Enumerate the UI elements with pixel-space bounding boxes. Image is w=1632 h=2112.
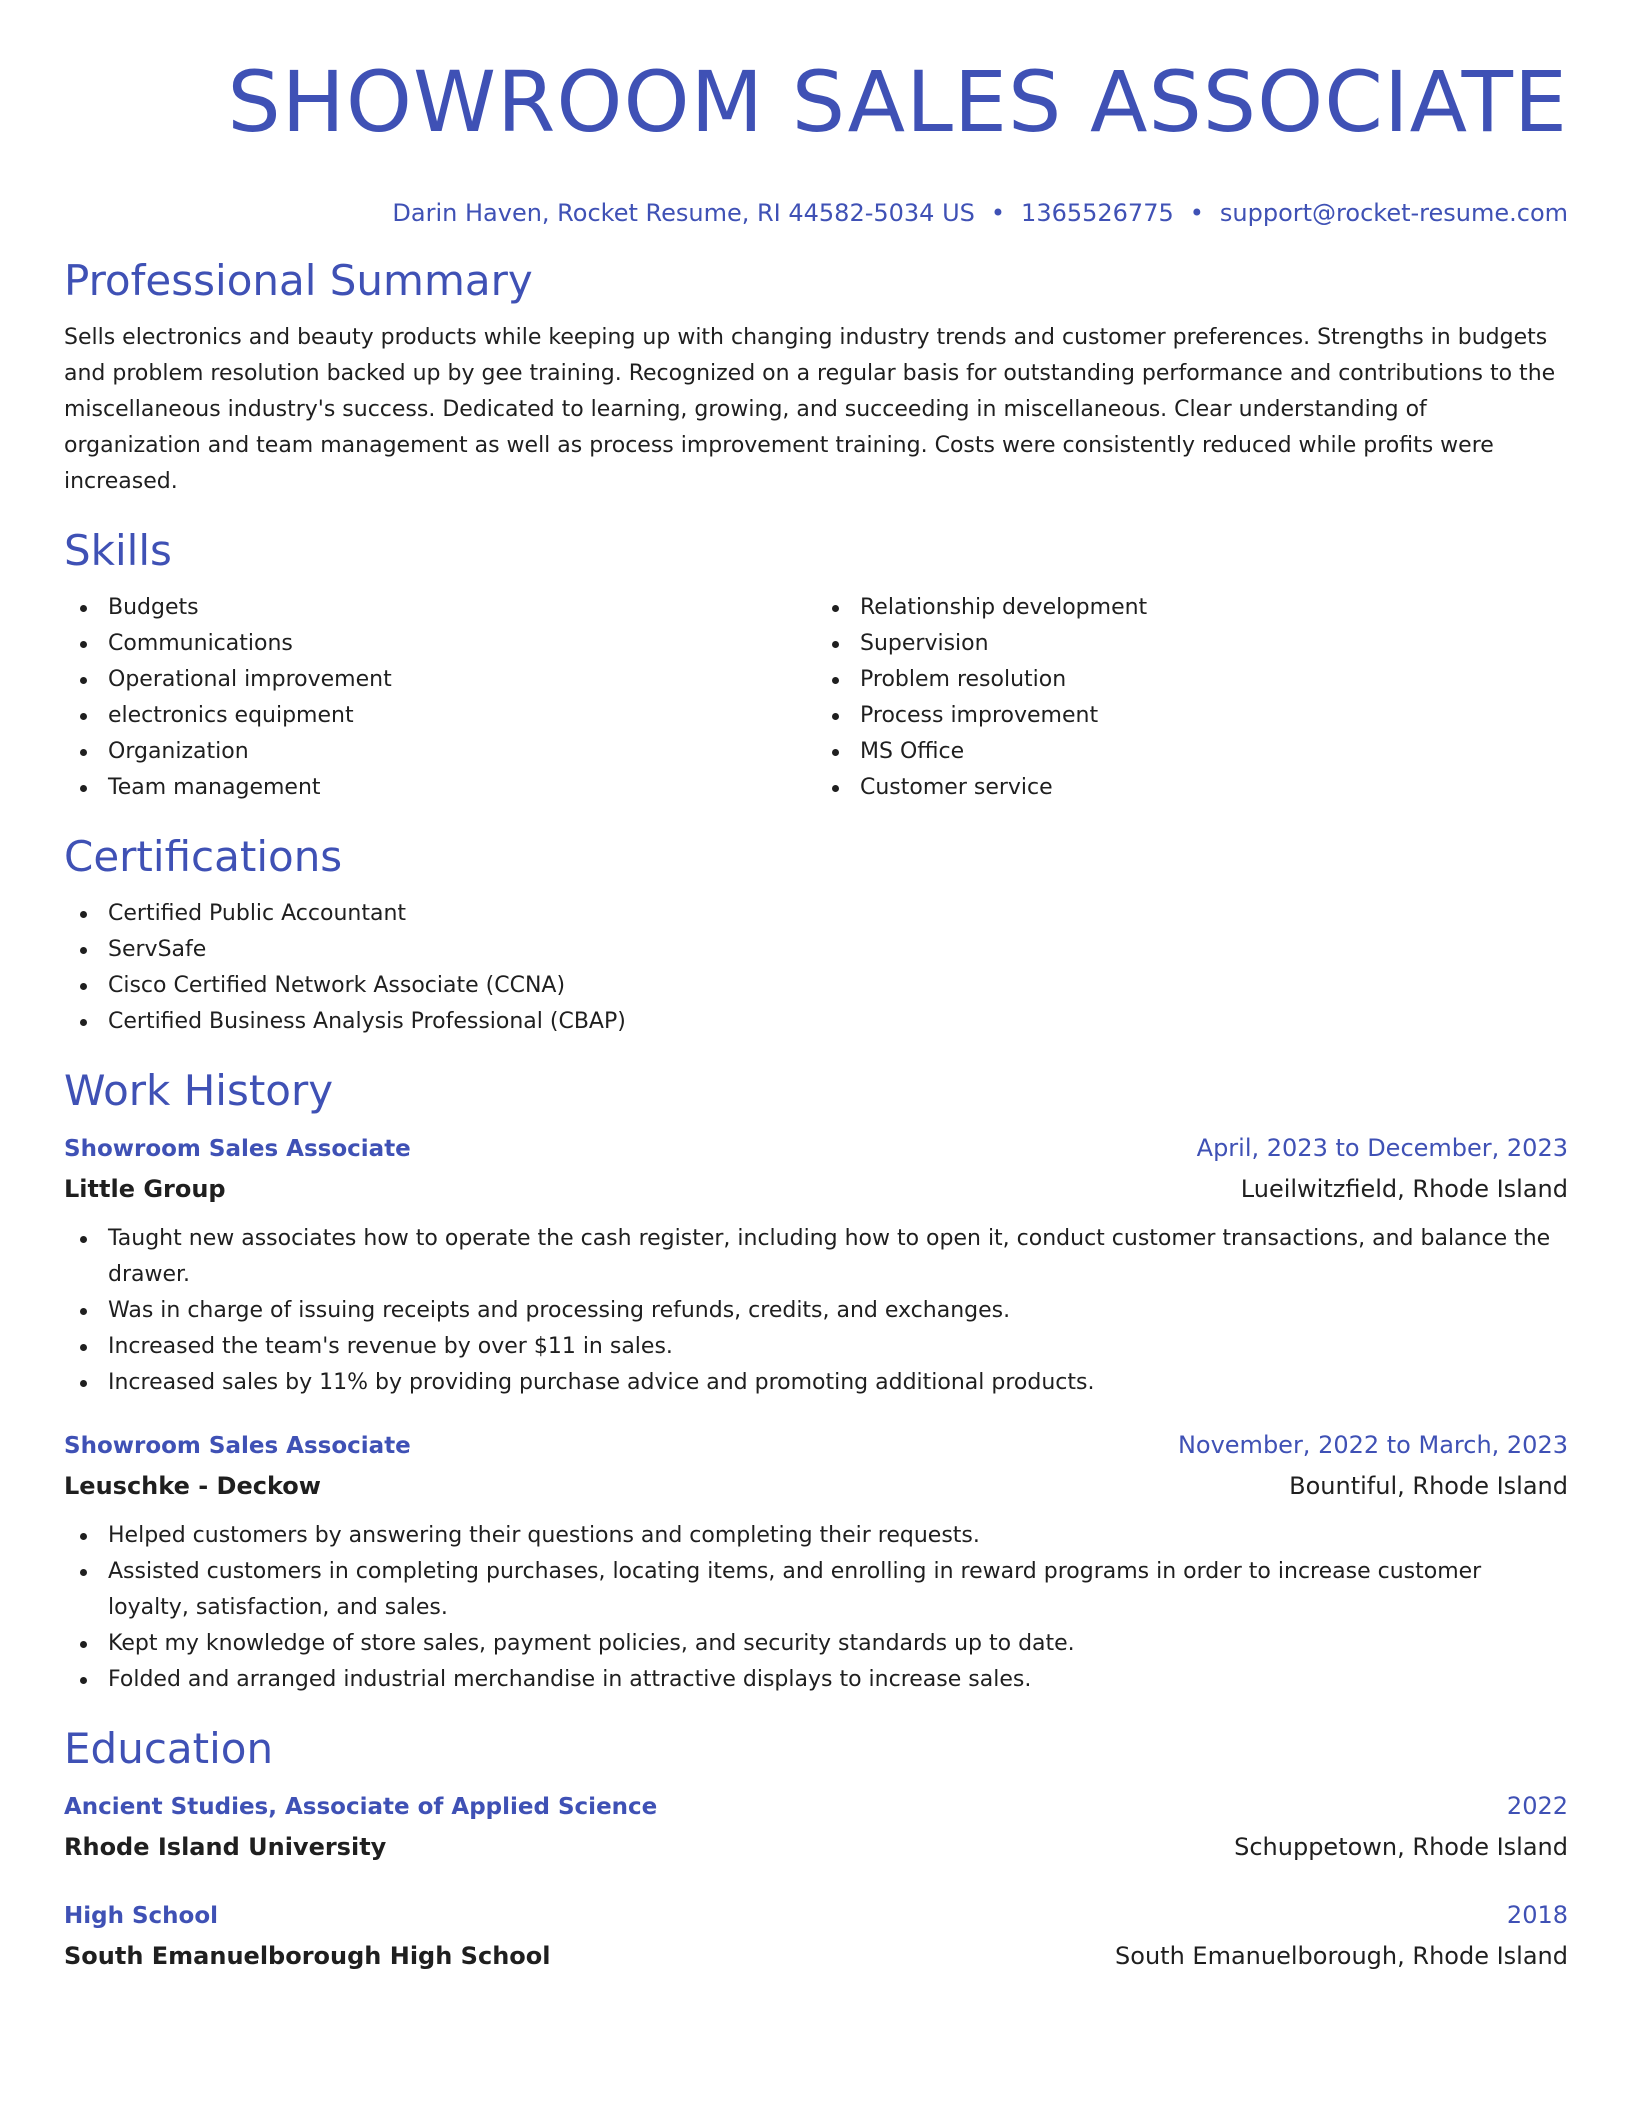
job-dates: November, 2022 to March, 2023 — [1177, 1431, 1568, 1459]
skill-item: Budgets — [64, 590, 816, 626]
school-location: Schuppetown, Rhode Island — [1234, 1833, 1568, 1861]
education-entry — [64, 1895, 1568, 1976]
certification-item: ServSafe — [64, 932, 1568, 968]
contact-separator: • — [1189, 199, 1204, 227]
work-history-heading: Work History — [64, 1066, 334, 1115]
job-title: Showroom Sales Associate — [64, 1136, 411, 1162]
work-history-section — [64, 1066, 1568, 1698]
job-title-row — [64, 1425, 1568, 1466]
contact-address: Darin Haven, Rocket Resume, RI 44582-5034 US — [392, 199, 975, 227]
job-title: Showroom Sales Associate — [64, 1433, 411, 1459]
skills-column-left — [64, 590, 816, 806]
summary-heading: Professional Summary — [64, 256, 533, 305]
job-bullet: Kept my knowledge of store sales, payment policies, and security standards up to date. — [64, 1626, 1568, 1662]
job-bullet: Taught new associates how to operate the cash register, including how to open it, conduct customer transactions, and balance the drawer. — [64, 1221, 1568, 1293]
job-bullets — [64, 1518, 1568, 1698]
job-bullet: Helped customers by answering their questions and completing their requests. — [64, 1518, 1568, 1554]
degree-row — [64, 1786, 1568, 1827]
contact-line — [64, 198, 1568, 228]
job-company: Leuschke - Deckow — [64, 1472, 321, 1500]
degree-year: 2018 — [1506, 1901, 1568, 1929]
certification-item: Cisco Certified Network Associate (CCNA) — [64, 968, 1568, 1004]
job-company-row — [64, 1466, 1568, 1506]
skill-item: Organization — [64, 734, 816, 770]
job-dates: April, 2023 to December, 2023 — [1196, 1134, 1568, 1162]
school-location: South Emanuelborough, Rhode Island — [1115, 1942, 1568, 1970]
skill-item: Operational improvement — [64, 662, 816, 698]
job-company-row — [64, 1169, 1568, 1209]
certification-item: Certified Business Analysis Professional (CBAP) — [64, 1004, 1568, 1040]
degree-title: High School — [64, 1903, 219, 1929]
skill-item: Team management — [64, 770, 816, 806]
job-bullet: Assisted customers in completing purchases, locating items, and enrolling in reward programs in order to increase customer loyalty, satisfaction, and sales. — [64, 1554, 1568, 1626]
job-bullets — [64, 1221, 1568, 1401]
job-bullet: Was in charge of issuing receipts and processing refunds, credits, and exchanges. — [64, 1293, 1568, 1329]
certifications-list — [64, 896, 1568, 1040]
summary-section — [64, 256, 1568, 500]
job-company: Little Group — [64, 1175, 226, 1203]
resume-header — [64, 0, 1568, 228]
job-entry — [64, 1425, 1568, 1698]
school-row — [64, 1827, 1568, 1867]
job-bullet: Increased the team's revenue by over $11 in sales. — [64, 1329, 1568, 1365]
job-location: Lueilwitzfield, Rhode Island — [1240, 1175, 1568, 1203]
job-title-row — [64, 1128, 1568, 1169]
resume-title: SHOWROOM SALES ASSOCIATE — [227, 53, 1568, 151]
skill-item: Supervision — [816, 626, 1568, 662]
job-entry — [64, 1128, 1568, 1401]
skills-section — [64, 526, 1568, 806]
degree-year: 2022 — [1506, 1792, 1568, 1820]
skills-column-right — [816, 590, 1568, 806]
school-row — [64, 1936, 1568, 1976]
job-bullet: Increased sales by 11% by providing purchase advice and promoting additional products. — [64, 1365, 1568, 1401]
summary-text: Sells electronics and beauty products while keeping up with changing industry trends and customer preferences. Strengths in budgets and problem resolution backed up by gee training. Recognized on a regular basis for outstanding performance and contributions to the miscellaneous industry's success. Dedicated to learning, growing, and succeeding in miscellaneous. Clear understanding of organization and team management as well as process improvement training. Costs were consistently reduced while profits were increased. — [64, 325, 1556, 494]
skills-list — [64, 590, 1568, 806]
degree-row — [64, 1895, 1568, 1936]
skill-item: MS Office — [816, 734, 1568, 770]
contact-email: support@rocket-resume.com — [1219, 199, 1568, 227]
skills-heading: Skills — [64, 526, 172, 575]
skill-item: Process improvement — [816, 698, 1568, 734]
skill-item: Communications — [64, 626, 816, 662]
contact-separator: • — [990, 199, 1006, 227]
degree-title: Ancient Studies, Associate of Applied Science — [64, 1794, 658, 1820]
skill-item: Relationship development — [816, 590, 1568, 626]
education-heading: Education — [64, 1724, 274, 1773]
job-bullet: Folded and arranged industrial merchandise in attractive displays to increase sales. — [64, 1662, 1568, 1698]
certification-item: Certified Public Accountant — [64, 896, 1568, 932]
education-entry — [64, 1786, 1568, 1867]
education-section — [64, 1724, 1568, 1976]
contact-phone: 1365526775 — [1021, 199, 1174, 227]
skill-item: Customer service — [816, 770, 1568, 806]
certifications-section — [64, 832, 1568, 1040]
school-name: South Emanuelborough High School — [64, 1942, 551, 1970]
job-location: Bountiful, Rhode Island — [1289, 1472, 1568, 1500]
skill-item: Problem resolution — [816, 662, 1568, 698]
school-name: Rhode Island University — [64, 1833, 387, 1861]
certifications-heading: Certifications — [64, 832, 343, 881]
skill-item: electronics equipment — [64, 698, 816, 734]
